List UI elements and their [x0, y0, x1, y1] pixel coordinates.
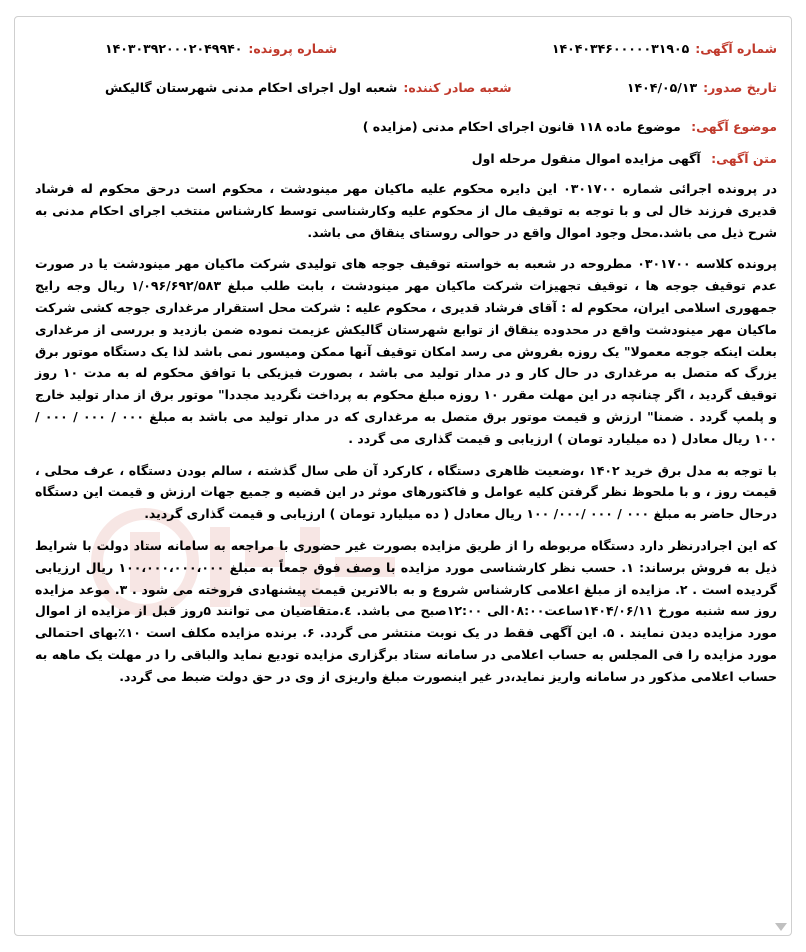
issue-date-value: ۱۴۰۴/۰۵/۱۳	[626, 79, 698, 95]
subject-label: موضوع آگهی:	[691, 119, 777, 134]
ad-number	[552, 41, 777, 56]
header-row-2	[35, 72, 777, 102]
issuing-branch-label: شعبه صادر کننده:	[403, 79, 512, 95]
issuing-branch	[105, 80, 512, 95]
body-title-line	[35, 146, 777, 172]
paragraph-1: در پرونده اجرائی شماره ۰۳۰۱۷۰۰ این دایره محکوم علیه ماکیان مهر مینودشت ، محکوم است درحق محکوم له فرشاد قدیری فرزند خال لی و با توجه به توقیف مال از محکوم علیه وکارشناسی توسط کارشناس منتخب اجرای احکام مدنی به شرح ذیل می باشد.محل وجود اموال واقع در حوالی روستای ینقاق می باشد.	[35, 181, 778, 240]
file-number-label: شماره پرونده:	[248, 40, 338, 56]
ad-number-value: ۱۴۰۴۰۳۴۶۰۰۰۰۰۳۱۹۰۵	[551, 40, 690, 56]
issuing-branch-value: شعبه اول اجرای احکام مدنی شهرستان گالیکش	[105, 79, 398, 95]
subject-line	[35, 114, 777, 140]
body-title-value: آگهی مزایده اموال منقول مرحله اول	[471, 151, 701, 166]
paragraph-4: که این اجرادرنظر دارد دستگاه مربوطه را از طریق مزایده بصورت غیر حضوری با مراجعه به سامانه ستاد دولت با شرایط ذیل به فروش برساند: ۱. حسب نظر کارشناسی مورد مزایده با وصف فوق جمعاً به مبلغ ۱۰۰،۰۰۰،۰۰۰،۰۰۰ ریال ارزیابی گردیده است . ۲. مزایده از مبلغ اعلامی کارشناس شروع و به بالاترین قیمت پیشنهادی فروخته می شود . ۳. موعد مزایده روز سه شنبه مورخ ۱۴۰۴/۰۶/۱۱ساعت۰۸:۰۰الی ۱۲:۰۰صبح می باشد. ٤.متقاضیان می توانند ۵روز قبل از مزایده از اموال مورد مزایده دیدن نمایند . ۵. این آگهی فقط در یک نوبت منتشر می گردد. ۶. برنده مزایده مکلف است ۱۰٪بهای احتمالی مورد مزایده را فی المجلس به حساب اعلامی در سامانه ستاد برگزاری مزایده تودیع نماید والباقی را در مهلت یک ماهه به حساب اعلامی مذکور در سامانه واریز نماید،در غیر اینصورت مبلغ واریزی از وی در حق دولت ضبط می گردد.	[35, 537, 777, 684]
ad-number-label: شماره آگهی:	[695, 40, 777, 56]
issue-date-label: تاریخ صدور:	[703, 79, 777, 95]
notice-frame	[14, 16, 792, 936]
paragraph-3: با توجه به مدل برق خرید ۱۴۰۲ ،وضعیت ظاهری دستگاه ، کارکرد آن طی سال گذشته ، سالم بودن دستگاه ، عرف محلی ، قیمت روز ، و با ملحوظ نظر گرفتن کلیه عوامل و فاکتورهای موثر در این قضیه و جمیع جهات ارزش و قیمت این دستگاه درحال حاضر به مبلغ ۰۰۰ / ۰۰۰ /۰۰۰/ ۱۰۰ ریال معادل ( ده میلیارد تومان ) ارزیابی و قیمت گذاری گردید.	[35, 462, 777, 522]
notice-content	[35, 33, 777, 698]
header-row-1	[35, 33, 777, 63]
paragraph-2: پرونده کلاسه ۰۳۰۱۷۰۰ مطروحه در شعبه به خواسته توقیف جوجه های تولیدی شرکت ماکیان مهر مینودشت یا در صورت عدم توقیف جوجه ها ، توقیف تجهیزات شرکت ماکیان مهر مینودشت ، بابت طلب مبلغ ۱/۰۹۶/۶۹۲/۵۸۳ ریال وجه رایج جمهوری اسلامی ایران، محکوم له : آقای فرشاد قدیری ، محکوم علیه : شرکت محل استقرار مرغداری جوجه کشی شرکت ماکیان مهر مینودشت واقع در محدوده ینقاق از توابع شهرستان گالیکش عزیمت نموده ضمن بازدید و بررسی از مرغداری بعلت اینکه جوجه معمولا" یک روزه بفروش می رسد امکان توقیف آنها ممکن ومیسور نمی باشد لذا یک دستگاه موتور برق یزرگ که متصل به مرغداری در حال کار و در مدار تولید می باشد ، بصورت فیزیکی با توافق محکوم له به مدت ۱۰ روز توقیف گردید ، اگر چنانچه در این مهلت مقرر ۱۰ روزه مبلغ محکوم به پرداخت نگردید مجددا" موتور برق از مدار تولید خارج و پلمپ گردد . ضمنا" ارزش و قیمت موتور برق متصل به مرغداری که در مدار تولید می باشد به مبلغ ۰۰۰ / ۰۰۰ / ۰۰۰ / ۱۰۰ ریال معادل ( ده میلیارد تومان ) ارزیابی و قیمت گذاری می گردد .	[35, 256, 778, 446]
file-number	[105, 41, 337, 56]
issue-date	[627, 80, 777, 95]
body-title-label: متن آگهی:	[711, 151, 777, 166]
scroll-down-icon[interactable]	[775, 923, 787, 931]
file-number-value: ۱۴۰۳۰۳۹۲۰۰۰۲۰۴۹۹۴۰	[105, 40, 243, 56]
subject-value: موضوع ماده ۱۱۸ قانون اجرای احکام مدنی (مزایده )	[362, 119, 681, 134]
